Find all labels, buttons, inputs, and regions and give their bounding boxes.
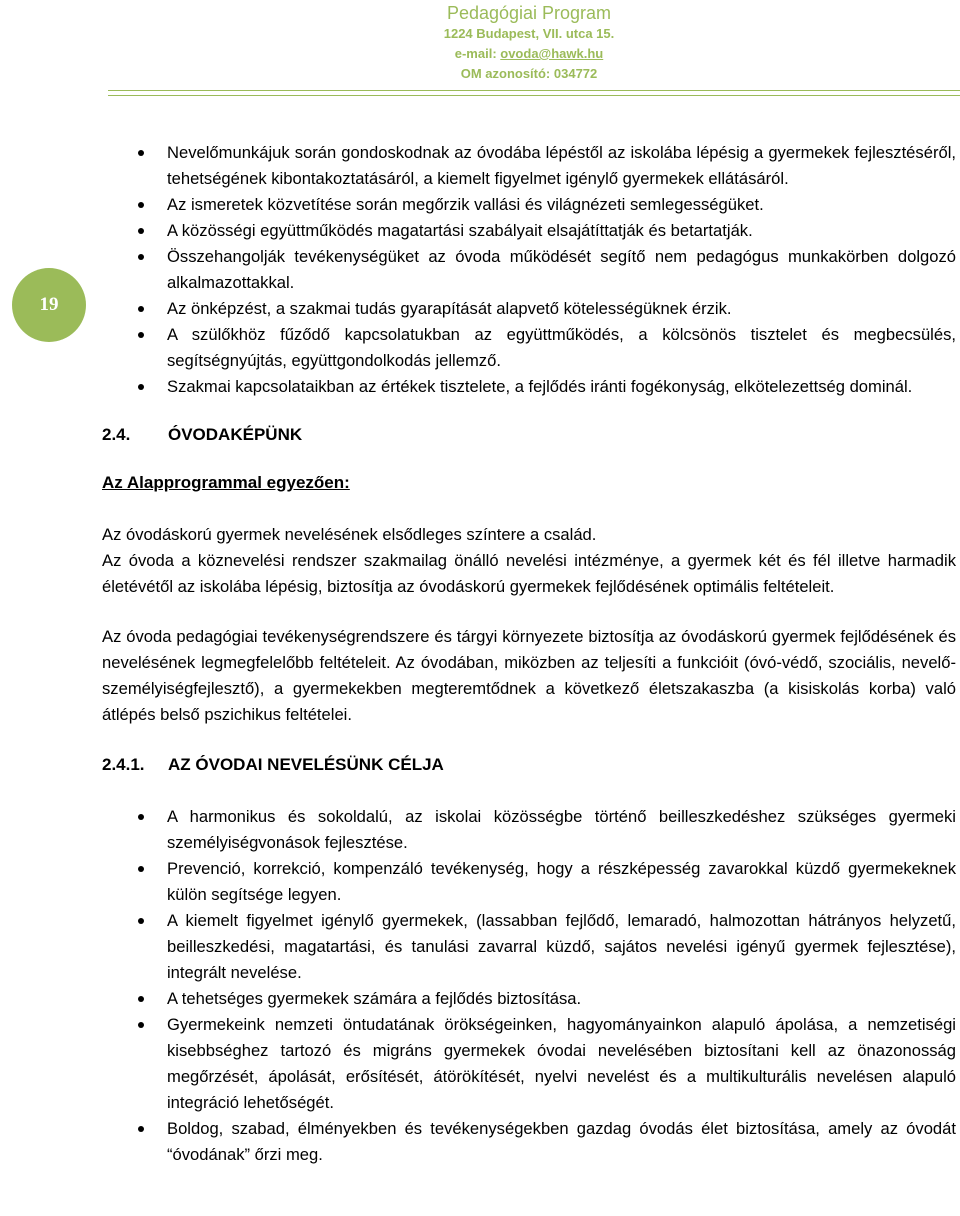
header-email-link[interactable]: ovoda@hawk.hu — [500, 46, 604, 61]
list-item: Az ismeretek közvetítése során megőrzik vallási és világnézeti semlegességüket. — [102, 192, 956, 218]
section-title: AZ ÓVODAI NEVELÉSÜNK CÉLJA — [168, 755, 444, 774]
header-rule-top — [108, 90, 960, 91]
paragraph-family: Az óvodáskorú gyermek nevelésének elsődleges színtere a család. — [102, 525, 597, 544]
education-goals-list — [102, 804, 956, 1168]
list-item: A szülőkhöz fűződő kapcsolatukban az együttműködés, a kölcsönös tisztelet és megbecsülés, segítségnyújtás, együttgondolkodás jellemző. — [102, 322, 956, 374]
header-email-line — [0, 44, 960, 64]
paragraph-kindergarten-role: Az óvoda a köznevelési rendszer szakmailag önálló nevelési intézménye, a gyermek két és fél illetve harmadik életévétől az iskolába lépésig, biztosítja az óvodáskorú gyermekek fejlődésének optimális feltételeit. — [102, 551, 956, 596]
section-number: 2.4. — [102, 425, 131, 444]
header-address: 1224 Budapest, VII. utca 15. — [443, 26, 615, 41]
document-header — [0, 2, 960, 84]
section-heading-2-4 — [102, 422, 956, 448]
list-item: Prevenció, korrekció, kompenzáló tevékenység, hogy a részképesség zavarokkal küzdő gyermekeknek külön segítsége legyen. — [102, 856, 956, 908]
page-number-badge: 19 — [12, 268, 86, 342]
list-item: Az önképzést, a szakmai tudás gyarapítását alapvető kötelességüknek érzik. — [102, 296, 956, 322]
list-item: A harmonikus és sokoldalú, az iskolai közösségbe történő beilleszkedéshez szükséges gyermeki személyiségvonások fejlesztése. — [102, 804, 956, 856]
header-rule-bottom — [108, 95, 960, 96]
section-number: 2.4.1. — [102, 755, 145, 774]
list-item: A kiemelt figyelmet igénylő gyermekek, (lassabban fejlődő, lemaradó, halmozottan hátrányos helyzetű, beilleszkedési, magatartási, és tanulási zavarral küzdő, sajátos nevelési igényű gyermek fejlesztése), integrált nevelése. — [102, 908, 956, 986]
header-email-label: e-mail: — [454, 46, 501, 61]
list-item: A közösségi együttműködés magatartási szabályait elsajátíttatják és betartatják. — [102, 218, 956, 244]
subheading-alapprogram: Az Alapprogrammal egyezően: — [102, 473, 350, 492]
list-item: Összehangolják tevékenységüket az óvoda működését segítő nem pedagógus munkakörben dolgozó alkalmazottakkal. — [102, 244, 956, 296]
list-item: Szakmai kapcsolataikban az értékek tisztelete, a fejlődés iránti fogékonyság, elkötelezettség dominál. — [102, 374, 956, 400]
paragraph-pedagogical-system: Az óvoda pedagógiai tevékenységrendszere és tárgyi környezete biztosítja az óvodáskorú gyermek fejlődésének és nevelésének legmegfelelőbb feltételeit. Az óvodában, miközben az teljesíti a funkcióit (óvó-védő, szociális, nevelő-személyiségfejlesztő), a gyermekekben megteremtődnek a következő életszakaszba (a kisiskolás korba) való átlépés belső pszichikus feltételei. — [102, 627, 956, 724]
list-item: A tehetséges gyermekek számára a fejlődés biztosítása. — [102, 986, 956, 1012]
header-title: Pedagógiai Program — [446, 3, 612, 23]
page-content — [102, 140, 956, 1168]
header-om-id: OM azonosító: 034772 — [460, 66, 598, 81]
staff-duties-list — [102, 140, 956, 400]
list-item: Nevelőmunkájuk során gondoskodnak az óvodába lépéstől az iskolába lépésig a gyermekek fejlesztéséről, tehetségének kibontakoztatásáról, a kiemelt figyelmet igénylő gyermekek ellátásáról. — [102, 140, 956, 192]
section-heading-2-4-1 — [102, 752, 956, 778]
list-item: Gyermekeink nemzeti öntudatának örökségeinken, hagyományainkon alapuló ápolása, a nemzetiségi kisebbséghez tartozó és migráns gyermekek óvodai nevelésében biztosítani kell az önazonosság megőrzését, ápolását, erősítését, átörökítését, nyelvi nevelést és a multikulturális nevelésen alapuló integráció lehetőségét. — [102, 1012, 956, 1116]
list-item: Boldog, szabad, élményekben és tevékenységekben gazdag óvodás élet biztosítása, amely az óvodát “óvodának” őrzi meg. — [102, 1116, 956, 1168]
section-title: ÓVODAKÉPÜNK — [168, 425, 303, 444]
